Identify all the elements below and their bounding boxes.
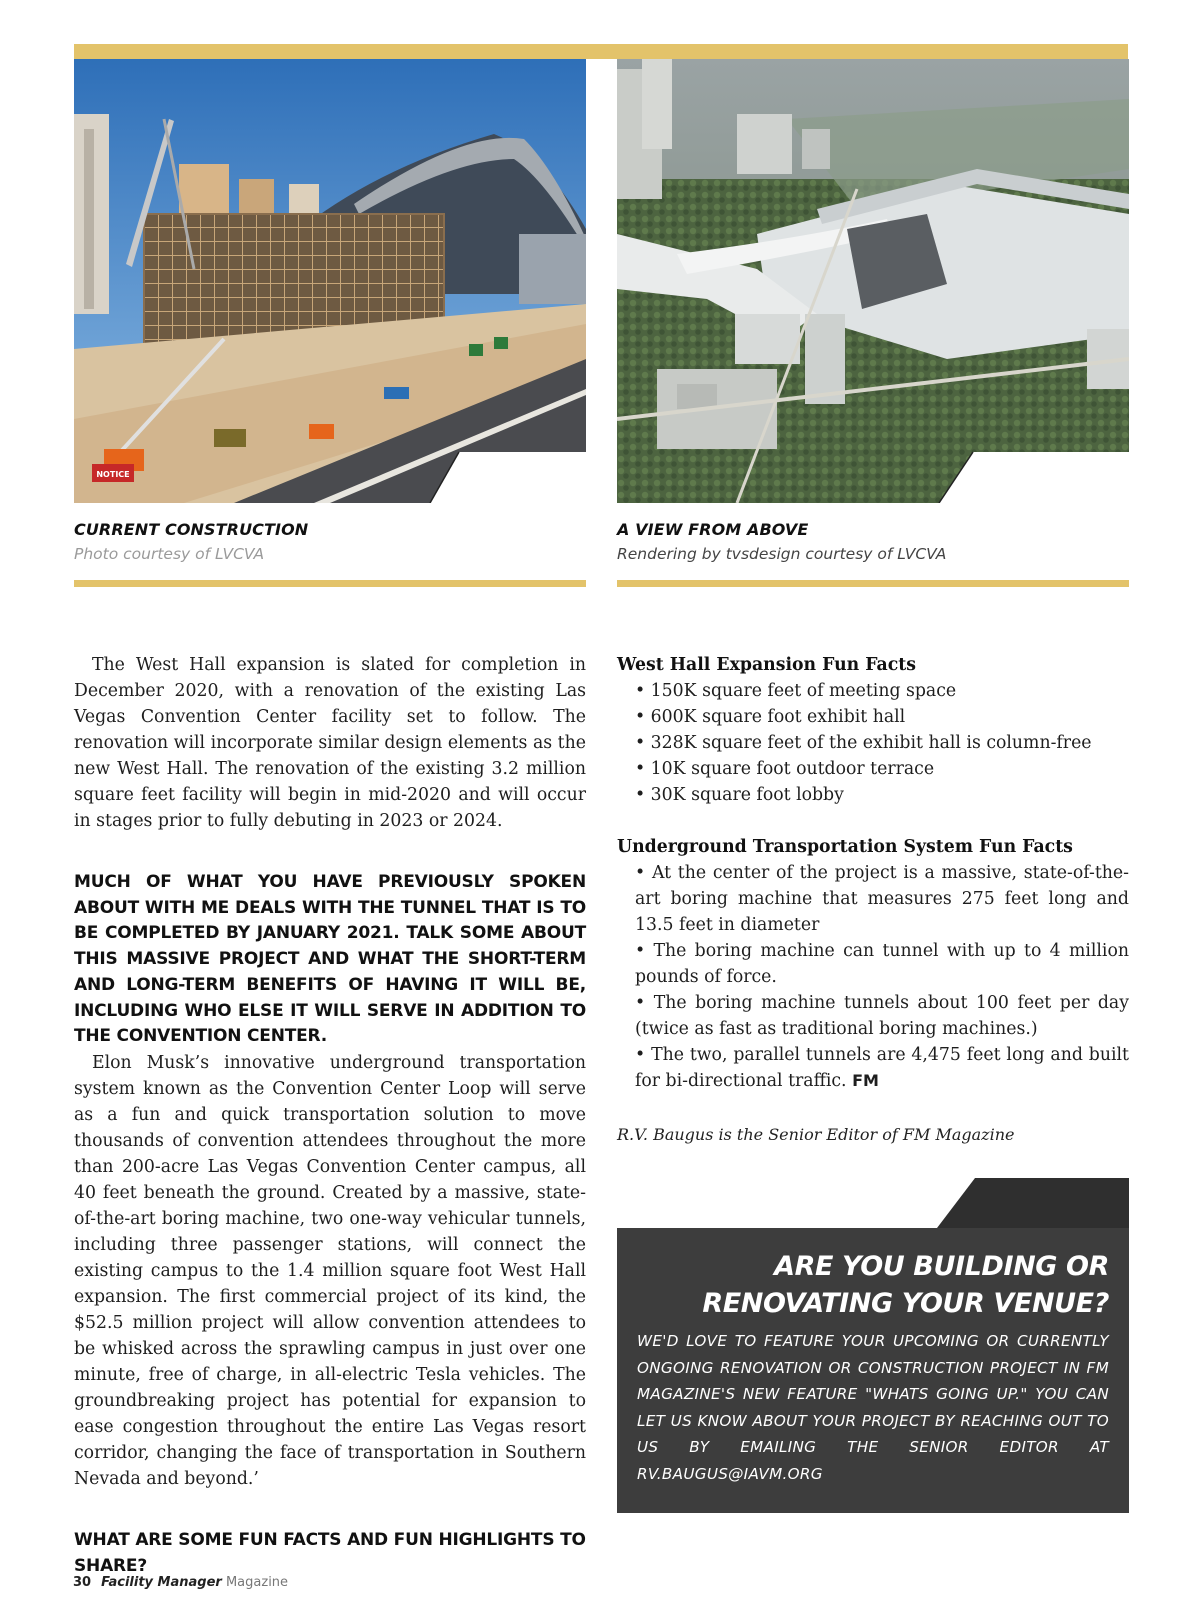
notice-sign: NOTICE bbox=[96, 470, 130, 479]
article-column bbox=[74, 652, 586, 1579]
left-photo-caption bbox=[74, 520, 586, 563]
caption-credit: Photo courtesy of LVCVA bbox=[74, 545, 265, 563]
promo-title-line: ARE YOU BUILDING OR bbox=[774, 1251, 1109, 1282]
caption-credit: Rendering by tvsdesign courtesy of LVCVA bbox=[617, 545, 947, 563]
magazine-name: Facility Manager bbox=[101, 1575, 222, 1590]
promo-body: WE'D LOVE TO FEATURE YOUR UPCOMING OR CURRENTLY ONGOING RENOVATION OR CONSTRUCTION PROJECT IN FM MAGAZINE'S NEW FEATURE "WHATS GOING UP." YOU CAN LET US KNOW ABOUT YOUR PROJECT BY REACHING OUT TO US BY EMAILING THE SENIOR EDITOR AT RV.BAUGUS@IAVM.ORG bbox=[637, 1332, 1109, 1483]
page-number: 30 bbox=[73, 1575, 92, 1590]
gold-divider bbox=[74, 580, 586, 587]
promo-tab-decoration bbox=[617, 1178, 1129, 1228]
fm-end-mark: FM bbox=[852, 1071, 879, 1090]
caption-title: A VIEW FROM ABOVE bbox=[617, 520, 809, 539]
right-photo-caption bbox=[617, 520, 1129, 563]
magazine-suffix: Magazine bbox=[225, 1575, 289, 1590]
list-item: • The boring machine tunnels about 100 feet per day (twice as fast as traditional boring machines.) bbox=[635, 993, 1129, 1039]
promo-title bbox=[637, 1248, 1109, 1322]
construction-photo bbox=[74, 59, 586, 503]
top-gold-bar bbox=[74, 44, 1128, 59]
list-item: • 150K square feet of meeting space bbox=[635, 681, 957, 701]
fun-facts-column bbox=[617, 652, 1129, 1148]
interview-question: WHAT ARE SOME FUN FACTS AND FUN HIGHLIGHTS TO SHARE? bbox=[74, 1529, 586, 1576]
underground-facts-list bbox=[617, 860, 1129, 1094]
list-item: • 328K square feet of the exhibit hall is column-free bbox=[635, 733, 1092, 753]
west-hall-facts-list bbox=[617, 678, 1129, 808]
list-item: • 30K square foot lobby bbox=[635, 785, 844, 805]
author-byline: R.V. Baugus is the Senior Editor of FM Magazine bbox=[617, 1125, 1015, 1144]
page-footer bbox=[73, 1575, 288, 1590]
facts-heading-west-hall: West Hall Expansion Fun Facts bbox=[617, 655, 916, 675]
list-item: • 600K square foot exhibit hall bbox=[635, 707, 906, 727]
facts-heading-underground: Underground Transportation System Fun Facts bbox=[617, 837, 1073, 857]
interview-question: MUCH OF WHAT YOU HAVE PREVIOUSLY SPOKEN ABOUT WITH ME DEALS WITH THE TUNNEL THAT IS TO BE COMPLETED BY JANUARY 2021. TALK SOME ABOUT THIS MASSIVE PROJECT AND WHAT THE SHORT-TERM AND LONG-TERM BENEFITS OF HAVING IT WILL BE, INCLUDING WHO ELSE IT WILL SERVE IN ADDITION TO THE CONVENTION CENTER. bbox=[74, 872, 586, 1047]
list-item: • 10K square foot outdoor terrace bbox=[635, 759, 935, 779]
list-item bbox=[635, 1042, 1129, 1094]
article-paragraph: The West Hall expansion is slated for completion in December 2020, with a renovation of the existing Las Vegas Convention Center facility set to follow. The renovation will incorporate similar design elements as the new West Hall. The renovation of the existing 3.2 million square feet facility will begin in mid-2020 and will occur in stages prior to fully debuting in 2023 or 2024. bbox=[74, 655, 586, 831]
caption-title: CURRENT CONSTRUCTION bbox=[74, 520, 309, 539]
promo-box bbox=[617, 1228, 1129, 1513]
promo-title-line: RENOVATING YOUR VENUE? bbox=[702, 1288, 1109, 1319]
gold-divider bbox=[617, 580, 1129, 587]
list-item: • At the center of the project is a massive, state-of-the-art boring machine that measures 275 feet long and 13.5 feet in diameter bbox=[635, 863, 1129, 935]
aerial-rendering bbox=[617, 59, 1129, 503]
article-paragraph: Elon Musk’s innovative underground transportation system known as the Convention Center Loop will serve as a fun and quick transportation solution to move thousands of convention attendees throughout the more than 200-acre Las Vegas Convention Center campus, all 40 feet beneath the ground. Created by a massive, state-of-the-art boring machine, two one-way vehicular tunnels, including three passenger stations, will connect the existing campus to the 1.4 million square foot West Hall expansion. The first commercial project of its kind, the $52.5 million project will allow convention attendees to be whisked across the sprawling campus in just over one minute, free of charge, in all-electric Tesla vehicles. The groundbreaking project has potential for expansion to ease congestion throughout the entire Las Vegas resort corridor, changing the face of transportation in Southern Nevada and beyond.’ bbox=[74, 1052, 586, 1489]
list-item: • The boring machine can tunnel with up to 4 million pounds of force. bbox=[635, 941, 1129, 987]
list-item-text: • The two, parallel tunnels are 4,475 feet long and built for bi-directional traffic. bbox=[635, 1045, 1129, 1091]
